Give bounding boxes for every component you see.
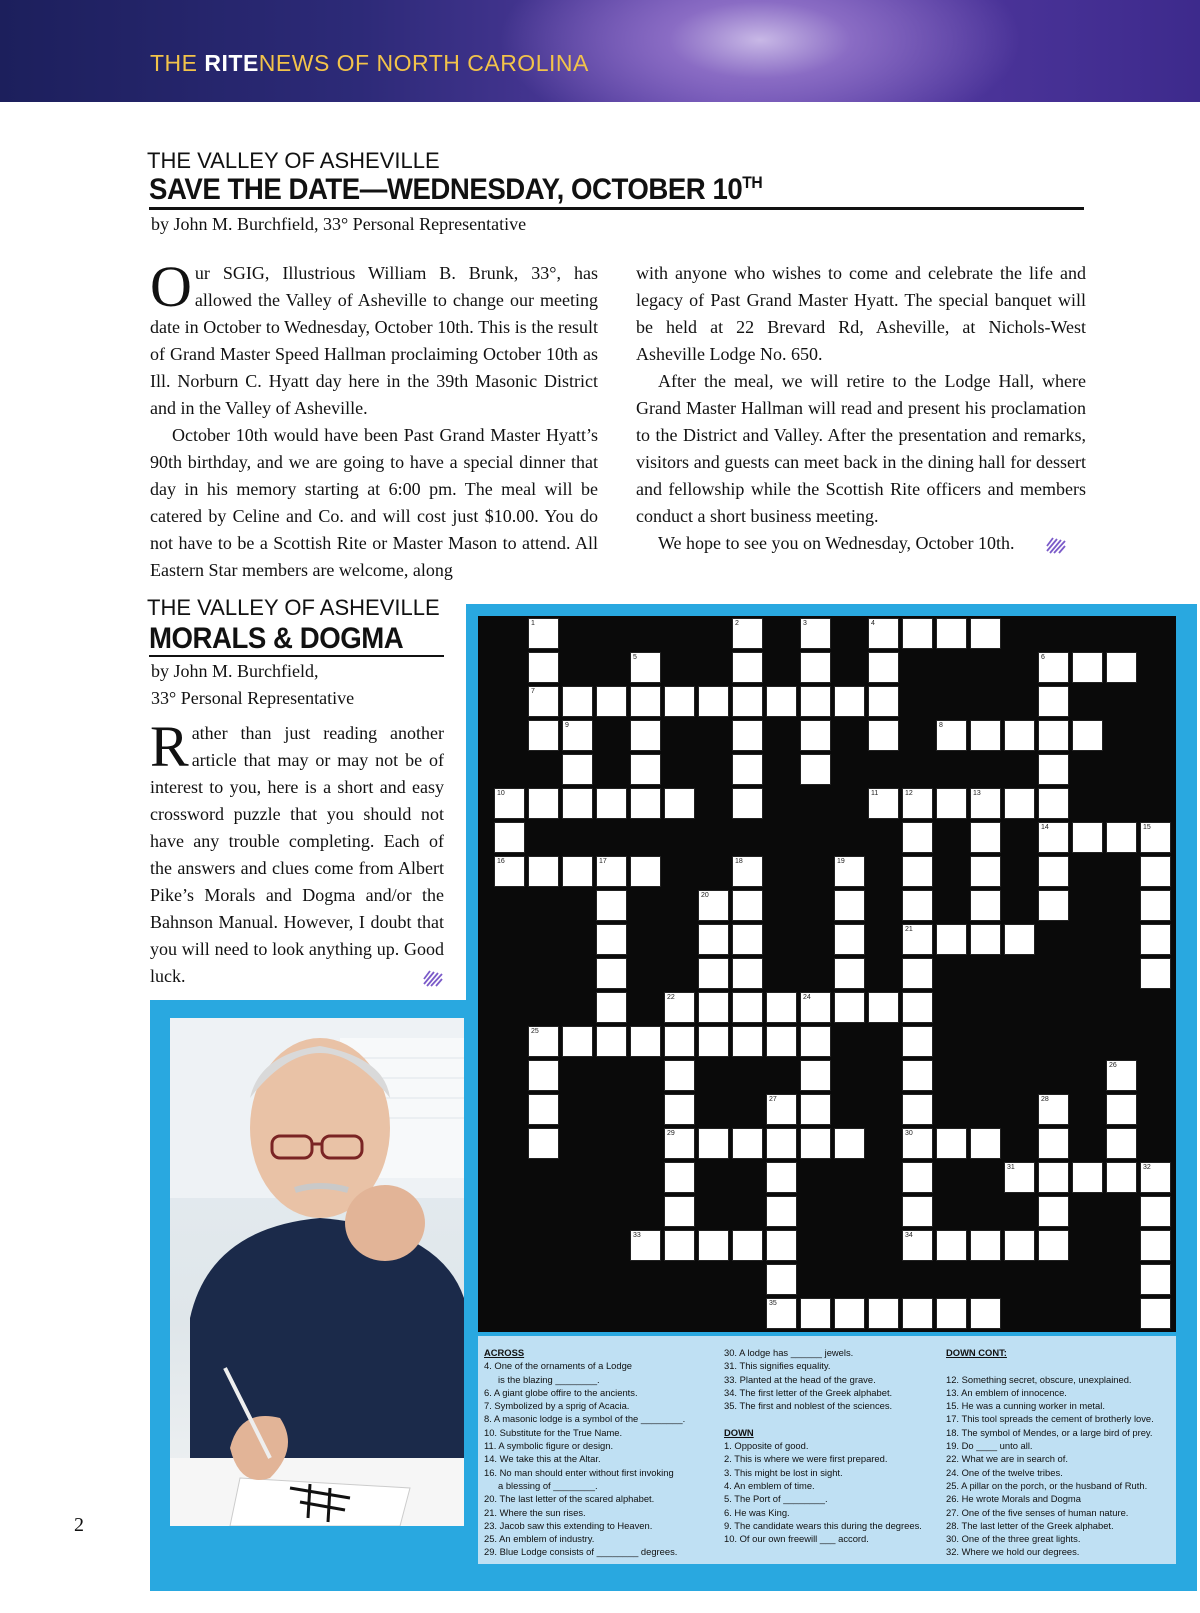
clues-column-1 [484, 1346, 685, 1559]
clue: 34. The first letter of the Greek alphabet. [724, 1386, 893, 1398]
clue: 26. He wrote Morals and Dogma [946, 1493, 1081, 1505]
crossword-cell[interactable] [868, 992, 899, 1023]
clue: 15. He was a cunning worker in metal. [946, 1400, 1105, 1412]
crossword-cell[interactable] [630, 754, 661, 785]
clue: 4. One of the ornaments of a Lodge [484, 1360, 633, 1372]
cell-number: 14 [1041, 824, 1049, 831]
crossword-cell[interactable] [630, 686, 661, 717]
clue: 32. Where we hold our degrees. [946, 1546, 1080, 1558]
crossword-cell[interactable] [1038, 856, 1069, 887]
crossword-cell[interactable] [528, 1128, 559, 1159]
clue-heading: DOWN [724, 1426, 754, 1438]
crossword-cell[interactable] [902, 1298, 933, 1329]
article1-kicker: THE VALLEY OF ASHEVILLE [147, 148, 440, 173]
cell-number: 10 [497, 790, 505, 797]
headline-rule [149, 207, 1084, 210]
crossword-cell[interactable] [902, 1060, 933, 1091]
crossword-cell[interactable] [664, 1162, 695, 1193]
headline-rule-2 [149, 655, 444, 657]
crossword-cell[interactable] [1072, 822, 1103, 853]
crossword-cell[interactable] [1140, 1162, 1171, 1193]
cell-number: 28 [1041, 1096, 1049, 1103]
crossword-cell[interactable] [630, 788, 661, 819]
cell-number: 30 [905, 1130, 913, 1137]
crossword-cell[interactable] [630, 720, 661, 751]
article1-headline: SAVE THE DATE—WEDNESDAY, OCTOBER 10TH [149, 173, 763, 206]
crossword-cell[interactable] [596, 890, 627, 921]
clue: 6. A giant globe offire to the ancients. [484, 1386, 638, 1398]
cell-number: 29 [667, 1130, 675, 1137]
crossword-cell[interactable] [596, 788, 627, 819]
clue-heading: DOWN CONT: [946, 1347, 1007, 1358]
crossword-cell[interactable] [562, 754, 593, 785]
crossword-cell[interactable] [732, 992, 763, 1023]
crossword-cell[interactable] [664, 1196, 695, 1227]
crossword-cell[interactable] [698, 924, 729, 955]
clue [946, 1359, 1154, 1372]
clue: 6. He was King. [724, 1506, 790, 1518]
crossword-cell[interactable] [834, 958, 865, 989]
crossword-cell[interactable] [1140, 856, 1171, 887]
crossword-cell[interactable] [1072, 1162, 1103, 1193]
crossword-cell[interactable] [868, 1298, 899, 1329]
crossword-cell[interactable] [664, 686, 695, 717]
clue: 31. This signifies equality. [724, 1360, 831, 1372]
crossword-cell[interactable] [902, 618, 933, 649]
crossword-cell[interactable] [528, 1026, 559, 1057]
crossword-cell[interactable] [868, 686, 899, 717]
clue: 7. Symbolized by a sprig of Acacia. [484, 1400, 630, 1412]
crossword-cell[interactable] [732, 686, 763, 717]
crossword-cell[interactable] [732, 720, 763, 751]
crossword-cell[interactable] [936, 720, 967, 751]
crossword-cell[interactable] [1038, 822, 1069, 853]
page-number: 2 [74, 1514, 84, 1536]
crossword-cell[interactable] [528, 720, 559, 751]
crossword-cell[interactable] [1140, 1196, 1171, 1227]
clue: 22. What we are in search of. [946, 1453, 1068, 1465]
photo-illustration [170, 1018, 464, 1526]
cell-number: 20 [701, 892, 709, 899]
crossword-cell[interactable] [732, 618, 763, 649]
crossword-cell[interactable] [732, 788, 763, 819]
crossword-cell[interactable] [1106, 822, 1137, 853]
crossword-cell[interactable] [630, 1026, 661, 1057]
clues-column-2 [724, 1346, 922, 1545]
crossword-cell[interactable] [596, 686, 627, 717]
cell-number: 21 [905, 926, 913, 933]
crossword-cell[interactable] [936, 924, 967, 955]
crossword-cell[interactable] [1038, 1094, 1069, 1125]
crossword-cell[interactable] [868, 788, 899, 819]
clue: 25. A pillar on the porch, or the husband of Ruth. [946, 1479, 1148, 1491]
crossword-cell[interactable] [766, 1196, 797, 1227]
crossword-cell[interactable] [698, 958, 729, 989]
cell-number: 5 [633, 654, 637, 661]
crossword-cell[interactable] [1004, 788, 1035, 819]
crossword-cell[interactable] [596, 924, 627, 955]
crossword-cell[interactable] [834, 1298, 865, 1329]
cell-number: 13 [973, 790, 981, 797]
crossword-cell[interactable] [902, 822, 933, 853]
crossword-cell[interactable] [1072, 652, 1103, 683]
clue: 3. This might be lost in sight. [724, 1466, 843, 1478]
crossword-cell[interactable] [528, 1094, 559, 1125]
crossword-cell[interactable] [1038, 1230, 1069, 1261]
crossword-cell[interactable] [528, 686, 559, 717]
crossword-cell[interactable] [1038, 1162, 1069, 1193]
clue-heading: ACROSS [484, 1347, 525, 1358]
crossword-cell[interactable] [834, 924, 865, 955]
crossword-cell[interactable] [766, 1094, 797, 1125]
cell-number: 22 [667, 994, 675, 1001]
crossword-cell[interactable] [902, 1094, 933, 1125]
clue: 19. Do ____ unto all. [946, 1440, 1033, 1452]
crossword-cell[interactable] [1140, 822, 1171, 853]
clue: 25. An emblem of industry. [484, 1533, 595, 1545]
crossword-cell[interactable] [596, 856, 627, 887]
article2-body: Rather than just reading another article that may or may not be of interest to you, here is a short and easy crossword puzzle that you should not have any trouble completing. Each of the answers and clues come from Albert Pike’s Morals and Dogma and/or the Bahnson Manual. However, I doubt that you will need to look anything up. Good luck. [150, 714, 444, 986]
crossword-cell[interactable] [970, 1298, 1001, 1329]
crossword-cell[interactable] [902, 1128, 933, 1159]
clue: is the blazing ________. [498, 1373, 600, 1385]
crossword-cell[interactable] [528, 618, 559, 649]
crossword-cell[interactable] [1004, 720, 1035, 751]
article2-headline: MORALS & DOGMA [149, 622, 404, 655]
crossword-cell[interactable] [494, 788, 525, 819]
crossword-cell[interactable] [732, 856, 763, 887]
crossword-cell[interactable] [936, 618, 967, 649]
crossword-cell[interactable] [732, 1230, 763, 1261]
man-solving-crossword-photo [170, 1018, 464, 1526]
crossword-cell[interactable] [902, 924, 933, 955]
crossword-cell[interactable] [834, 1128, 865, 1159]
crossword-cell[interactable] [766, 992, 797, 1023]
crossword-cell[interactable] [766, 1162, 797, 1193]
crossword-cell[interactable] [766, 1264, 797, 1295]
cell-number: 11 [871, 790, 879, 797]
crossword-cell[interactable] [1140, 924, 1171, 955]
crossword-cell[interactable] [664, 1026, 695, 1057]
crossword-cell[interactable] [834, 856, 865, 887]
clue [724, 1412, 922, 1425]
crossword-cell[interactable] [1038, 754, 1069, 785]
masthead-banner [0, 0, 1200, 102]
crossword-cell[interactable] [732, 754, 763, 785]
crossword-cell[interactable] [1038, 1196, 1069, 1227]
cell-number: 17 [599, 858, 607, 865]
clue: 5. The Port of ________. [724, 1493, 828, 1505]
crossword-cell[interactable] [970, 1230, 1001, 1261]
cell-number: 27 [769, 1096, 777, 1103]
crossword-cell[interactable] [766, 1128, 797, 1159]
end-mark-icon [1045, 536, 1067, 554]
cell-number: 4 [871, 620, 875, 627]
crossword-cell[interactable] [698, 992, 729, 1023]
crossword-cell[interactable] [800, 992, 831, 1023]
cell-number: 8 [939, 722, 943, 729]
crossword-cell[interactable] [1004, 1162, 1035, 1193]
crossword-cell[interactable] [732, 924, 763, 955]
cell-number: 12 [905, 790, 913, 797]
cell-number: 26 [1109, 1062, 1117, 1069]
crossword-cell[interactable] [698, 1026, 729, 1057]
dropcap-r: R [150, 714, 189, 779]
article1-byline: by John M. Burchfield, 33° Personal Representative [151, 214, 527, 234]
crossword-cell[interactable] [664, 788, 695, 819]
crossword-cell[interactable] [1140, 1264, 1171, 1295]
crossword-cell[interactable] [1004, 924, 1035, 955]
cell-number: 1 [531, 620, 535, 627]
clue: 29. Blue Lodge consists of ________ degrees. [484, 1546, 678, 1558]
crossword-cell[interactable] [630, 856, 661, 887]
crossword-cell[interactable] [766, 1298, 797, 1329]
clue: 23. Jacob saw this extending to Heaven. [484, 1519, 653, 1531]
crossword-cell[interactable] [902, 1026, 933, 1057]
crossword-cell[interactable] [800, 686, 831, 717]
dropcap: O [150, 254, 192, 319]
crossword-cell[interactable] [1106, 1094, 1137, 1125]
crossword-cell[interactable] [902, 992, 933, 1023]
crossword-cell[interactable] [902, 788, 933, 819]
crossword-cell[interactable] [596, 958, 627, 989]
crossword-cell[interactable] [936, 1298, 967, 1329]
clue: 11. A symbolic figure or design. [484, 1440, 614, 1452]
clue: 10. Substitute for the True Name. [484, 1426, 623, 1438]
crossword-cell[interactable] [868, 618, 899, 649]
crossword-cell[interactable] [902, 1162, 933, 1193]
clue: 14. We take this at the Altar. [484, 1453, 601, 1465]
clue: 13. An emblem of innocence. [946, 1386, 1067, 1398]
crossword-cell[interactable] [1004, 1230, 1035, 1261]
cell-number: 7 [531, 688, 535, 695]
crossword-cell[interactable] [800, 754, 831, 785]
clue: a blessing of ________. [498, 1479, 598, 1491]
crossword-cell[interactable] [732, 890, 763, 921]
crossword-cell[interactable] [970, 856, 1001, 887]
clue: 1. Opposite of good. [724, 1440, 809, 1452]
crossword-cell[interactable] [562, 856, 593, 887]
crossword-cell[interactable] [664, 1128, 695, 1159]
cell-number: 31 [1007, 1164, 1015, 1171]
clue: 9. The candidate wears this during the degrees. [724, 1519, 922, 1531]
cell-number: 18 [735, 858, 743, 865]
cell-number: 6 [1041, 654, 1045, 661]
crossword-cell[interactable] [800, 1094, 831, 1125]
crossword-cell[interactable] [732, 652, 763, 683]
crossword-cell[interactable] [936, 1128, 967, 1159]
cell-number: 25 [531, 1028, 539, 1035]
clue: 17. This tool spreads the cement of brotherly love. [946, 1413, 1154, 1425]
crossword-cell[interactable] [528, 1060, 559, 1091]
crossword-cell[interactable] [902, 856, 933, 887]
crossword-cell[interactable] [698, 1230, 729, 1261]
clue: 2. This is where we were first prepared. [724, 1453, 888, 1465]
crossword-cell[interactable] [1038, 720, 1069, 751]
crossword-cell[interactable] [1072, 720, 1103, 751]
clue: 27. One of the five senses of human nature. [946, 1506, 1129, 1518]
crossword-cell[interactable] [970, 720, 1001, 751]
clue: 16. No man should enter without first invoking [484, 1466, 674, 1478]
crossword-cell[interactable] [732, 958, 763, 989]
crossword-cell[interactable] [1106, 1162, 1137, 1193]
crossword-cell[interactable] [902, 1230, 933, 1261]
crossword-cell[interactable] [766, 1026, 797, 1057]
crossword-cell[interactable] [902, 890, 933, 921]
crossword-cell[interactable] [698, 1128, 729, 1159]
article1-column-right: with anyone who wishes to come and celebrate the life and legacy of Past Grand Master Hyatt. The special banquet will be held at 22 Brevard Rd, Asheville, at Nichols-West Asheville Lodge No. 650. After the meal, we will retire to the Lodge Hall, where Grand Master Hallman will read and present his proclamation to the District and Valley. After the presentation and remarks, visitors and guests can meet back in the dining hall for dessert and fellowship while the Scottish Rite officers and members conduct a short business meeting. We hope to see you on Wednesday, October 10th. [636, 263, 1086, 553]
cell-number: 2 [735, 620, 739, 627]
crossword-cell[interactable] [936, 1230, 967, 1261]
crossword-cell[interactable] [902, 958, 933, 989]
clue: 12. Something secret, obscure, unexplained. [946, 1373, 1132, 1385]
crossword-cell[interactable] [698, 890, 729, 921]
crossword-cell[interactable] [800, 1060, 831, 1091]
article1-column-left: Our SGIG, Illustrious William B. Brunk, 33°, has allowed the Valley of Asheville to change our meeting date in October to Wednesday, October 10th. This is the result of Grand Master Speed Hallman proclaiming October 10th as Ill. Norburn C. Hyatt day here in the 39th Masonic District and in the Valley of Asheville. October 10th would have been Past Grand Master Hyatt’s 90th birthday, and we are going to have a special dinner that day in his memory starting at 6:00 pm. The meal will be catered by Celine and Co. and will cost just $10.00. You do not have to be a Scottish Rite or Master Mason to attend. All Eastern Star members are welcome, along [150, 254, 598, 580]
crossword-cell[interactable] [970, 822, 1001, 853]
clue: 30. One of the three great lights. [946, 1533, 1081, 1545]
cell-number: 35 [769, 1300, 777, 1307]
crossword-grid [478, 616, 1176, 1332]
crossword-clues [478, 1336, 1176, 1564]
crossword-cell[interactable] [1038, 1128, 1069, 1159]
crossword-cell[interactable] [732, 1026, 763, 1057]
clue: 18. The symbol of Mendes, or a large bird of prey. [946, 1426, 1153, 1438]
crossword-cell[interactable] [936, 788, 967, 819]
crossword-cell[interactable] [664, 1230, 695, 1261]
crossword-cell[interactable] [1038, 652, 1069, 683]
cell-number: 3 [803, 620, 807, 627]
clue: 24. One of the twelve tribes. [946, 1466, 1063, 1478]
crossword-cell[interactable] [1106, 1060, 1137, 1091]
cell-number: 33 [633, 1232, 641, 1239]
publication-title: THE RITENEWS OF NORTH CAROLINA [150, 50, 589, 76]
crossword-cell[interactable] [528, 856, 559, 887]
crossword-cell[interactable] [1106, 1128, 1137, 1159]
clue: 35. The first and noblest of the sciences. [724, 1400, 893, 1412]
crossword-cell[interactable] [970, 890, 1001, 921]
crossword-cell[interactable] [630, 1230, 661, 1261]
clues-column-3 [946, 1346, 1154, 1559]
clue: 21. Where the sun rises. [484, 1506, 586, 1518]
crossword-cell[interactable] [902, 1196, 933, 1227]
crossword-cell[interactable] [698, 686, 729, 717]
crossword-cell[interactable] [1038, 686, 1069, 717]
clue: 4. An emblem of time. [724, 1479, 815, 1491]
cell-number: 34 [905, 1232, 913, 1239]
crossword-cell[interactable] [970, 618, 1001, 649]
crossword-cell[interactable] [1106, 652, 1137, 683]
crossword-cell[interactable] [562, 788, 593, 819]
crossword-cell[interactable] [664, 1060, 695, 1091]
crossword-cell[interactable] [562, 686, 593, 717]
crossword-cell[interactable] [800, 1128, 831, 1159]
crossword-cell[interactable] [1140, 1230, 1171, 1261]
crossword-cell[interactable] [868, 652, 899, 683]
crossword-cell[interactable] [834, 890, 865, 921]
clue: 33. Planted at the head of the grave. [724, 1373, 876, 1385]
crossword-cell[interactable] [1038, 890, 1069, 921]
clue: 8. A masonic lodge is a symbol of the ________. [484, 1413, 686, 1425]
crossword-cell[interactable] [664, 992, 695, 1023]
cell-number: 32 [1143, 1164, 1151, 1171]
clue: 28. The last letter of the Greek alphabet. [946, 1519, 1114, 1531]
crossword-cell[interactable] [596, 992, 627, 1023]
cell-number: 15 [1143, 824, 1151, 831]
crossword-cell[interactable] [800, 1298, 831, 1329]
crossword-cell[interactable] [970, 1128, 1001, 1159]
crossword-cell[interactable] [800, 1026, 831, 1057]
cell-number: 9 [565, 722, 569, 729]
crossword-cell[interactable] [528, 652, 559, 683]
crossword-cell[interactable] [528, 788, 559, 819]
crossword-cell[interactable] [970, 788, 1001, 819]
crossword-cell[interactable] [562, 720, 593, 751]
cell-number: 16 [497, 858, 505, 865]
crossword-cell[interactable] [494, 822, 525, 853]
crossword-cell[interactable] [1038, 788, 1069, 819]
crossword-cell[interactable] [732, 1128, 763, 1159]
crossword-cell[interactable] [834, 992, 865, 1023]
clue: 10. Of our own freewill ___ accord. [724, 1533, 869, 1545]
crossword-cell[interactable] [868, 720, 899, 751]
cell-number: 19 [837, 858, 845, 865]
crossword-cell[interactable] [1140, 890, 1171, 921]
crossword-cell[interactable] [1140, 958, 1171, 989]
crossword-cell[interactable] [800, 618, 831, 649]
crossword-cell[interactable] [494, 856, 525, 887]
crossword-cell[interactable] [562, 1026, 593, 1057]
clue: 30. A lodge has ______ jewels. [724, 1347, 854, 1358]
clue: 20. The last letter of the scared alphabet. [484, 1493, 655, 1505]
crossword-cell[interactable] [766, 1230, 797, 1261]
crossword-cell[interactable] [664, 1094, 695, 1125]
crossword-cell[interactable] [800, 720, 831, 751]
crossword-cell[interactable] [800, 652, 831, 683]
crossword-cell[interactable] [1140, 1298, 1171, 1329]
crossword-cell[interactable] [970, 924, 1001, 955]
end-mark-icon-2 [422, 969, 444, 987]
crossword-cell[interactable] [630, 652, 661, 683]
crossword-cell[interactable] [596, 1026, 627, 1057]
article2-kicker: THE VALLEY OF ASHEVILLE [147, 595, 440, 620]
crossword-cell[interactable] [766, 686, 797, 717]
crossword-cell[interactable] [834, 686, 865, 717]
cell-number: 24 [803, 994, 811, 1001]
article2-byline: by John M. Burchfield, 33° Personal Representative [151, 661, 355, 708]
